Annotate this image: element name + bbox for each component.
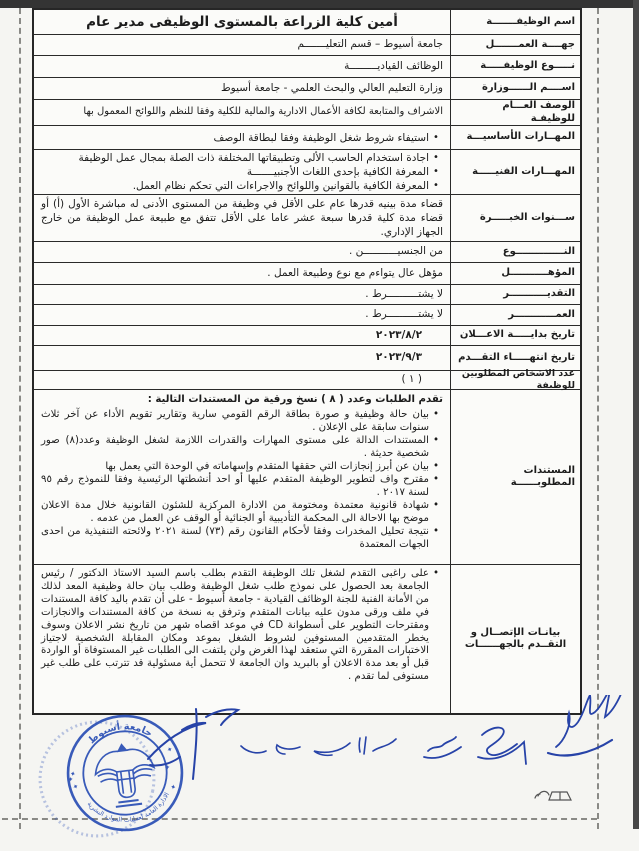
stamp-bottom-text: الادارة العامة لعمليات الموارد البشرية: [85, 791, 171, 824]
bullet-dot: •: [432, 568, 439, 579]
signature-small: [424, 737, 461, 758]
basic-skills-label: المهــارات الأساسيـــة: [450, 126, 580, 149]
svg-text:✦: ✦: [164, 744, 175, 755]
employer-label: جهــــة العمـــــــل: [450, 35, 580, 55]
signature-mid-right: [478, 728, 526, 764]
document-item: • بيان عن أبرز إنجازات التي حققها المتقدم وإسهاماته في الوحدة التي يعمل بها: [41, 460, 443, 473]
announcement-start-date-label: تاريخ بدايـــــة الاعـــلان: [450, 326, 580, 345]
bullet-dot: •: [432, 409, 439, 420]
svg-text:✦: ✦: [67, 769, 79, 778]
row-vacancy-count: [34, 368, 580, 391]
document-item: • نتيجة تحليل المخدرات وفقا لأحكام القانون رقم (٧٣) لسنة ٢٠٢١ ولائحته التنفيذية من احدى الجهات المعتمدة: [41, 525, 443, 551]
row-announcement-start-date: [34, 326, 580, 346]
bullet-dot: •: [432, 461, 439, 472]
row-application-end-date: [34, 346, 580, 371]
ministry-label: اســــم الــــــوزارة: [450, 78, 580, 99]
gender-value: من الجنسيـــــــــــن .: [348, 245, 443, 258]
general-description-value: الاشراف والمتابعة لكافة الأعمال الادارية والمالية للكلية وفقا للنظم واللوائح المعمول بها: [83, 106, 443, 118]
technical-skill-item: • المعرفة الكافية بإحدى اللغات الأجنبيـــــــة: [41, 165, 443, 179]
bullet-dot: •: [432, 474, 439, 485]
qualification-value: مؤهل عال يتواءم مع نوع وطبيعة العمل .: [267, 266, 443, 279]
document-item: • شهادة قانونية معتمدة ومختومة من الادارة المركزية للشئون القانونية خلال مدة الاعلان موضح بها الاحالة الى المحكمة التأديبية أو الجنائية أو الوقف عن العمل من عدمه .: [41, 499, 443, 525]
basic-skill-item: • استيفاء شروط شغل الوظيفة وفقا لبطاقة الوصف: [41, 131, 443, 145]
bullet-dot: •: [432, 500, 439, 511]
experience-years-label: ســـنوات الخبـــــرة: [450, 195, 580, 241]
age-value: لا يشتــــــــــرط .: [365, 308, 443, 321]
application-end-date-label: تاريخ انتهـــــاء التقـــدم: [450, 346, 580, 370]
bullet-dot: •: [432, 526, 439, 537]
perforation-line-left: [19, 8, 21, 829]
technical-skill-item: • المعرفة الكافية بالقوانين واللوائح والاجراءات التي تحكم نظام العمل.: [41, 179, 443, 193]
job-title-label: اسم الوظيفـــــــة: [450, 10, 580, 34]
application-end-date-value: ٢٠٢٣/٩/٣: [375, 351, 422, 364]
handwritten-mark: [535, 791, 571, 800]
row-experience-years: [34, 195, 580, 242]
required-documents-intro: تقدم الطلبات وعدد ( ٨ ) نسخ ورقية من المستندات التالية :: [147, 394, 443, 405]
svg-text:✦: ✦: [163, 762, 171, 773]
document-item: • مقترح واف لتطوير الوظيفة المتقدم عليها أو احد أنشطتها الرئيسية وفقا للنموذج رقم ٩٥ لسنة ٢٠١٧ .: [41, 473, 443, 499]
row-gender: [34, 242, 580, 263]
perforation-line-right: [597, 8, 599, 829]
eagle-emblem-icon: [92, 741, 158, 809]
row-basic-skills: [34, 126, 580, 150]
experience-years-value: قضاء مدة بينيه قدرها عام على الأقل في وظيفة من المستوى الأدنى له مباشرة الأول (أ) أو قضاء مدة كلية قدرها سبعة عشر عاما على الأقل تتفق مع طبيعة عمل الوظيفة من خارج الجهاز الإداري.: [41, 198, 443, 238]
bullet-dot: •: [433, 131, 439, 143]
grade-label: التقديـــــــــــر: [450, 285, 580, 304]
row-grade: [34, 285, 580, 305]
general-description-label: الوصف العـــام للوظيفـة: [450, 100, 580, 125]
row-contact-and-application: [34, 565, 580, 713]
scan-edge-right: [633, 0, 639, 829]
job-announcement-table: [32, 8, 582, 715]
qualification-label: المؤهـــــــــــل: [450, 263, 580, 284]
vacancy-count-label: عدد الاشخاص المطلوبين للوظيفة: [450, 371, 580, 389]
scan-edge-top: [0, 0, 639, 8]
row-qualification: [34, 263, 580, 285]
row-ministry: [34, 78, 580, 100]
technical-skills-label: المهـــارات الفنيـــــة: [450, 150, 580, 194]
job-type-value: الوظائف القياديـــــــــة: [344, 59, 443, 72]
bullet-dot: •: [432, 435, 439, 446]
row-employer: [34, 35, 580, 56]
row-age: [34, 305, 580, 326]
job-type-label: نـــــوع الوظيفـــــة: [450, 56, 580, 77]
row-technical-skills: [34, 150, 580, 195]
svg-text:✦: ✦: [168, 783, 179, 791]
document-item: • بيان حالة وظيفية و صورة بطاقة الرقم القومي سارية وتقارير تقويم الأداء عن آخر ثلاث سنوات سابقة على الإعلان .: [41, 408, 443, 434]
svg-text:✦: ✦: [67, 774, 75, 785]
job-title-value: أمين كلية الزراعة بالمستوى الوظيفى مدير عام: [86, 13, 398, 30]
technical-skill-item: • اجادة استخدام الحاسب الألى وتطبيقاتها المختلفة ذات الصلة بمجال عمل الوظيفة: [41, 151, 443, 165]
stamp-top-text: جامعة أسيوط: [86, 721, 155, 747]
required-documents-label: المستندات المطلوبــــــة: [450, 390, 580, 564]
bullet-dot: •: [433, 166, 439, 177]
university-stamp: [57, 705, 193, 841]
row-general-description: [34, 100, 580, 126]
signature-middle: [241, 737, 396, 755]
age-label: العمــــــــــــر: [450, 305, 580, 325]
contact-instructions: • على راغبى التقدم لشغل تلك الوظيفة التقدم بطلب باسم السيد الاستاذ الدكتور / رئيس الجامعة بعد الحصول على نموذج طلب شغل الوظيفة وطلب بيان حالة وظيفية المعد لذلك من الأمانة الفنية للجنة الوظائف القيادية - جامعة أسيوط - على أن تقدم باليد كافة المستندات في ملف ورقى مدون عليه بيانات المتقدم وترفق به نسخة من كافة المستندات والانجازات ومقترحات التطوير على أسطوانة CD في موعد اقصاه شهر من تاريخ نشر الاعلان وسوف يخطر المتقدمين المستوفين لشروط الشغل بموعد ومكان المقابلة الشخصية لاجتياز الاختبارات المقررة التي ستعقد لهذا الغرض ولن يلتفت الى الطلبات غير المستوفاة أو الواردة قبل أو بعد مدة الاعلان أو بالبريد وان الجامعة لا تتحمل أية مسئولية قد تترتب على طلب غير مستوفى لما تقدم .: [41, 568, 443, 684]
vacancy-count-value: ( ١ ): [401, 373, 422, 386]
contact-and-application-label: بيانـات الإتصــال و التقــدم بالجهــــــات: [450, 565, 580, 713]
document-item: • المستندات الدالة على مستوى المهارات والقدرات اللازمة لشغل الوظيفة وعدد(٨) صور شخصية حديثة .: [41, 434, 443, 460]
bullet-dot: •: [433, 180, 439, 191]
ministry-value: وزارة التعليم العالي والبحث العلمي - جامعة أسيوط: [220, 81, 443, 94]
gender-label: النــــــــــــــوع: [450, 242, 580, 262]
announcement-start-date-value: ٢٠٢٣/٨/٢: [375, 328, 422, 341]
bullet-dot: •: [433, 152, 439, 163]
employer-value: جامعة أسيوط – قسم التعليـــــــم: [297, 38, 443, 51]
grade-value: لا يشتــــــــــرط .: [365, 287, 443, 300]
row-job-title: [34, 10, 580, 35]
row-job-type: [34, 56, 580, 78]
svg-text:✦: ✦: [70, 781, 81, 792]
row-required-documents: [34, 390, 580, 565]
